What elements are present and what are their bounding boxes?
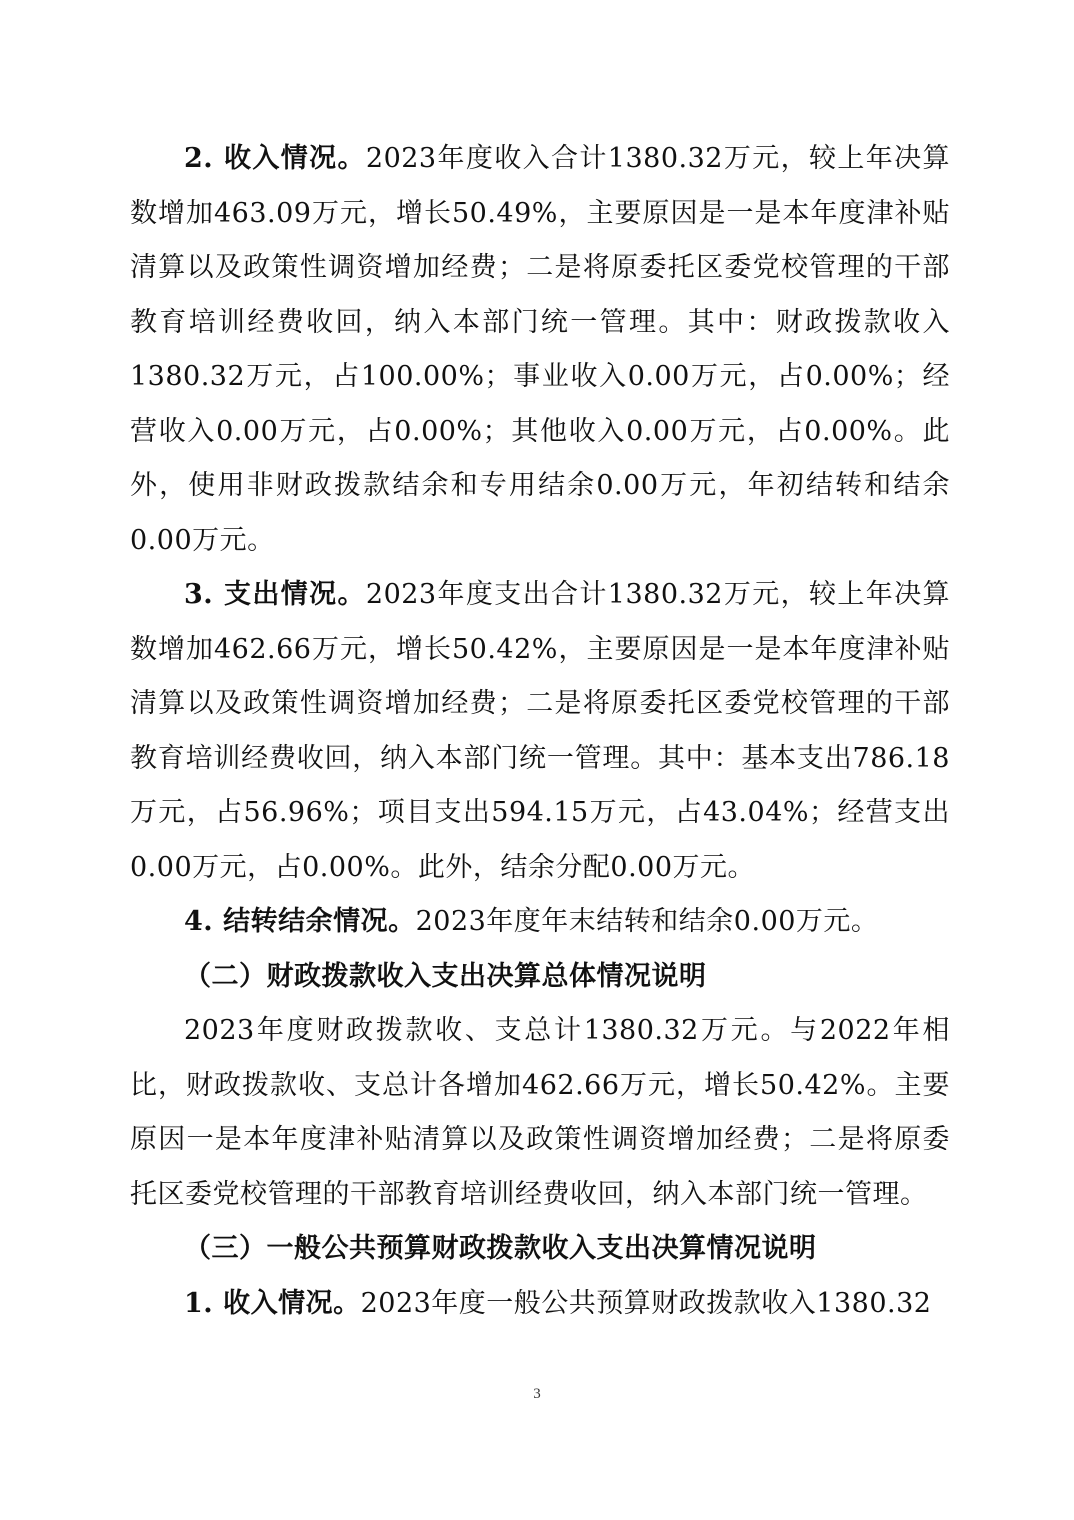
page-number: 3 [533, 1386, 541, 1402]
paragraph-general-budget-income [130, 1277, 950, 1332]
paragraph-lead: 3. 支出情况。 [184, 579, 366, 610]
paragraph-fiscal-overview: 2023年度财政拨款收、支总计1380.32万元。与2022年相比，财政拨款收、支总计各增加462.66万元，增长50.42%。主要原因一是本年度津补贴清算以及政策性调资增加经费；二是将原委托区委党校管理的干部教育培训经费收回，纳入本部门统一管理。 [130, 1015, 950, 1210]
paragraph-text: 2023年度年末结转和结余0.00万元。 [415, 906, 879, 937]
paragraph-income [130, 132, 950, 568]
paragraph-text: 2023年度收入合计1380.32万元，较上年决算数增加463.09万元，增长50.49%，主要原因是一是本年度津补贴清算以及政策性调资增加经费；二是将原委托区委党校管理的干部教育培训经费收回，纳入本部门统一管理。其中：财政拨款收入1380.32万元，占100.00%；事业收入0.00万元，占0.00%；经营收入0.00万元，占0.00%；其他收入0.00万元，占0.00%。此外，使用非财政拨款结余和专用结余0.00万元，年初结转和结余0.00万元。 [130, 143, 950, 556]
section-heading-2: （二）财政拨款收入支出决算总体情况说明 [184, 960, 707, 992]
paragraph-text: 2023年度支出合计1380.32万元，较上年决算数增加462.66万元，增长50.42%，主要原因是一是本年度津补贴清算以及政策性调资增加经费；二是将原委托区委党校管理的干部教育培训经费收回，纳入本部门统一管理。其中：基本支出786.18万元，占56.96%；项目支出594.15万元，占43.04%；经营支出0.00万元，占0.00%。此外，结余分配0.00万元。 [130, 579, 950, 883]
paragraph-expenditure [130, 568, 950, 895]
paragraph-carryover [130, 895, 950, 950]
paragraph-lead: 1. 收入情况。 [184, 1287, 361, 1319]
paragraph-lead: 4. 结转结余情况。 [184, 906, 416, 937]
document-body [130, 132, 950, 1331]
paragraph-text: 2023年度一般公共预算财政拨款收入1380.32 [360, 1287, 932, 1319]
paragraph-lead: 2. 收入情况。 [184, 143, 366, 174]
section-heading-3: （三）一般公共预算财政拨款收入支出决算情况说明 [184, 1233, 817, 1264]
